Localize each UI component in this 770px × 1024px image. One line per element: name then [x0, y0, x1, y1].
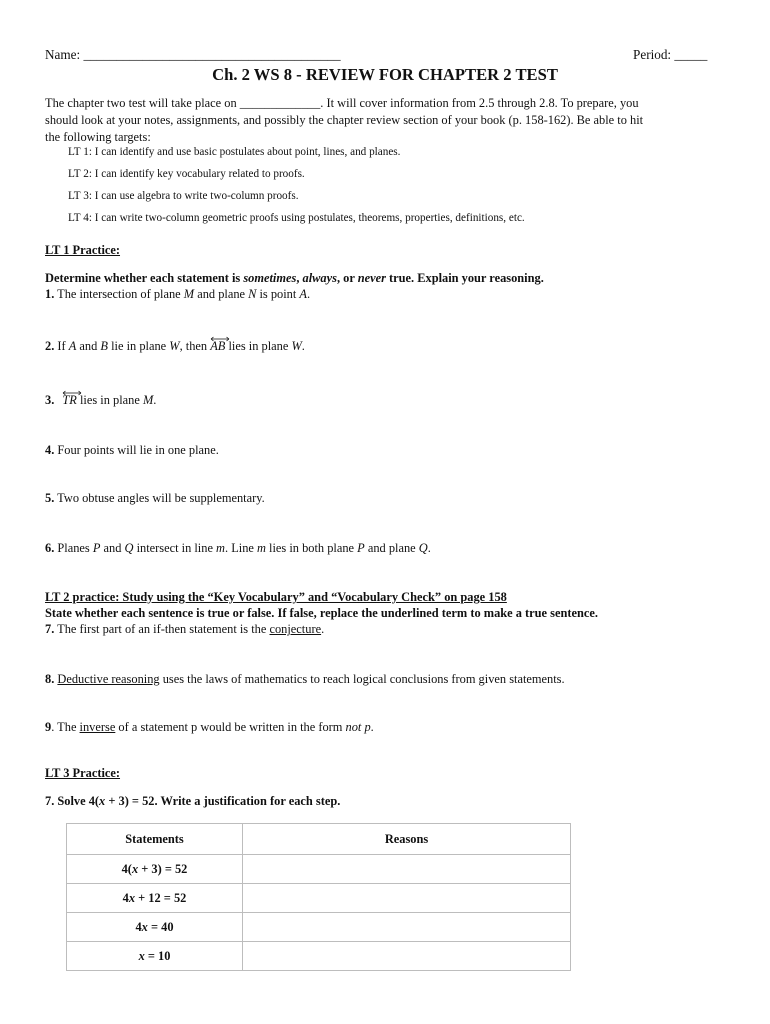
- line-tr-notation: TR: [62, 393, 76, 408]
- table-header-row: [67, 824, 571, 855]
- statement-cell: 4(x + 3) = 52: [67, 855, 243, 884]
- line-ab-notation: AB: [210, 339, 225, 354]
- reason-cell[interactable]: [243, 884, 571, 913]
- intro-text: . It will cover information from 2.5 through 2.8. To prepare, you: [320, 96, 639, 110]
- name-label: Name:: [45, 47, 81, 62]
- intro-line-2: should look at your notes, assignments, and possibly the chapter review section of your book (p. 158-162). Be able to hit: [45, 113, 644, 127]
- question-1: 1. The intersection of plane M and plane N is point A.: [45, 287, 311, 301]
- question-4: 4. Four points will lie in one plane.: [45, 443, 219, 457]
- statements-header: Statements: [67, 824, 243, 855]
- question-7-solve: 7. Solve 4(x + 3) = 52. Write a justification for each step.: [45, 794, 341, 808]
- test-date-blank[interactable]: _____________: [239, 96, 321, 110]
- lt1-instructions: Determine whether each statement is sometimes, always, or never true. Explain your reasoning.: [45, 271, 544, 285]
- question-5: 5. Two obtuse angles will be supplementary.: [45, 491, 265, 505]
- question-2: 2. If A and B lie in plane W, then AB lies in plane W.: [45, 339, 305, 354]
- statement-cell: x = 10: [67, 942, 243, 971]
- target-lt3: LT 3: I can use algebra to write two-column proofs.: [68, 190, 299, 202]
- target-lt2: LT 2: I can identify key vocabulary related to proofs.: [68, 168, 305, 180]
- target-lt1: LT 1: I can identify and use basic postulates about point, lines, and planes.: [68, 146, 401, 158]
- page-title: Ch. 2 WS 8 - REVIEW FOR CHAPTER 2 TEST: [212, 65, 558, 84]
- question-9: 9. The inverse of a statement p would be written in the form not p.: [45, 720, 374, 734]
- table-row: [67, 855, 571, 884]
- intro-line-3: the following targets:: [45, 130, 151, 144]
- table-row: [67, 913, 571, 942]
- intro-text: The chapter two test will take place on: [45, 96, 237, 110]
- two-column-proof-table: [66, 823, 571, 971]
- intro-line-1: [45, 96, 639, 111]
- lt2-heading: LT 2 practice: Study using the “Key Vocabulary” and “Vocabulary Check” on page 158: [45, 590, 507, 604]
- reason-cell[interactable]: [243, 855, 571, 884]
- reason-cell[interactable]: [243, 913, 571, 942]
- question-8: 8. Deductive reasoning uses the laws of mathematics to reach logical conclusions from given statements.: [45, 672, 565, 686]
- reasons-header: Reasons: [243, 824, 571, 855]
- lt1-heading: LT 1 Practice:: [45, 243, 121, 257]
- lt2-instructions: State whether each sentence is true or false. If false, replace the underlined term to make a true sentence.: [45, 606, 598, 620]
- underlined-term: conjecture: [269, 622, 322, 636]
- statement-cell: 4x = 40: [67, 913, 243, 942]
- period-field: [633, 47, 707, 63]
- question-7-vocab: 7. The first part of an if-then statement is the conjecture.: [45, 622, 325, 636]
- statement-cell: 4x + 12 = 52: [67, 884, 243, 913]
- underlined-term: Deductive reasoning: [57, 672, 160, 686]
- reason-cell[interactable]: [243, 942, 571, 971]
- period-label: Period:: [633, 47, 672, 62]
- lt3-heading: LT 3 Practice:: [45, 766, 121, 780]
- question-6: 6. Planes P and Q intersect in line m. Line m lies in both plane P and plane Q.: [45, 541, 431, 555]
- underlined-term: inverse: [79, 720, 116, 734]
- table-row: [67, 884, 571, 913]
- name-blank[interactable]: _______________________________________: [83, 47, 341, 62]
- table-row: [67, 942, 571, 971]
- name-field: [45, 47, 341, 63]
- question-3: 3. TR lies in plane M.: [45, 393, 156, 408]
- target-lt4: LT 4: I can write two-column geometric proofs using postulates, theorems, properties, definitions, etc.: [68, 212, 525, 224]
- period-blank[interactable]: _____: [674, 47, 708, 62]
